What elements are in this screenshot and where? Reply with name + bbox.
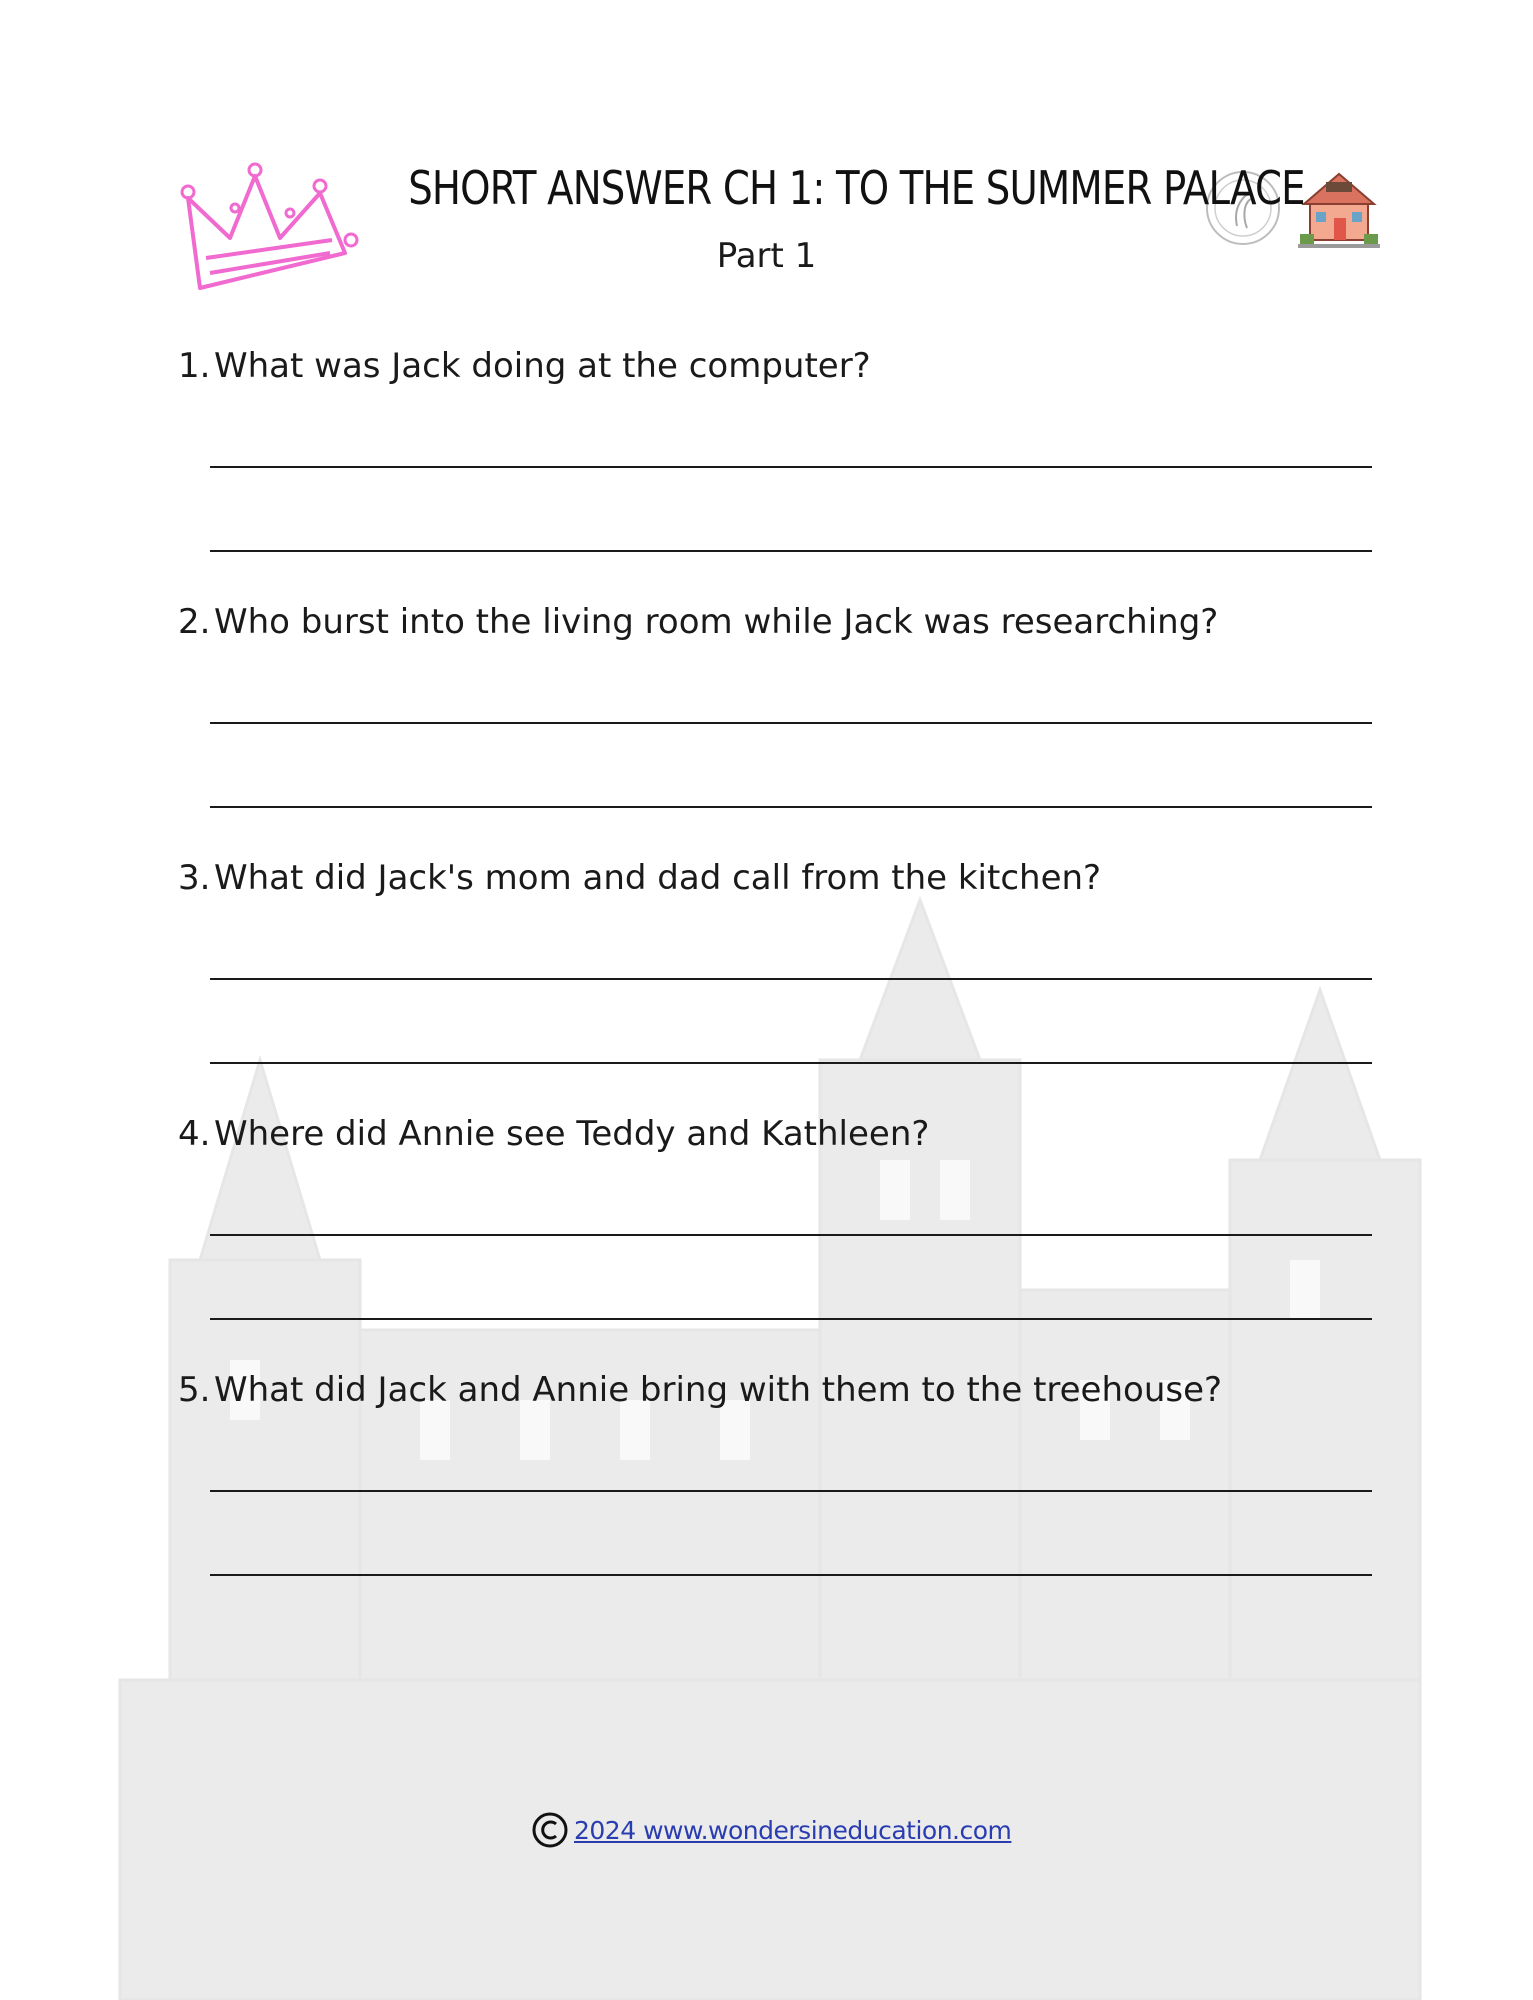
page-subtitle: Part 1 [716, 236, 817, 276]
question-item [178, 1366, 1378, 1414]
question-number: 2. [178, 602, 211, 642]
question-number: 4. [178, 1114, 211, 1154]
answer-line[interactable] [210, 1318, 1372, 1320]
house-icon [1296, 168, 1382, 252]
question-text: What was Jack doing at the computer? [214, 346, 871, 386]
answer-line[interactable] [210, 978, 1372, 980]
answer-line[interactable] [210, 1062, 1372, 1064]
answer-line[interactable] [210, 1574, 1372, 1576]
crown-icon [180, 158, 360, 308]
website-link[interactable]: 2024 www.wondersineducation.com [574, 1815, 1012, 1845]
question-number: 3. [178, 858, 211, 898]
question-text: What did Jack and Annie bring with them to the treehouse? [214, 1370, 1223, 1410]
page-title: SHORT ANSWER CH 1: TO THE SUMMER PALACE [408, 161, 1305, 215]
question-text: Who burst into the living room while Jack was researching? [214, 602, 1219, 642]
answer-line[interactable] [210, 466, 1372, 468]
footer [530, 1808, 1011, 1852]
question-number: 5. [178, 1370, 211, 1410]
question-item [178, 342, 1378, 390]
question-number: 1. [178, 346, 211, 386]
answer-line[interactable] [210, 550, 1372, 552]
answer-line[interactable] [210, 1490, 1372, 1492]
copyright-icon [530, 1810, 570, 1850]
question-text: What did Jack's mom and dad call from the kitchen? [214, 858, 1102, 898]
question-text: Where did Annie see Teddy and Kathleen? [214, 1114, 930, 1154]
answer-line[interactable] [210, 722, 1372, 724]
answer-line[interactable] [210, 1234, 1372, 1236]
question-item [178, 1110, 1378, 1158]
question-item [178, 854, 1378, 902]
question-item [178, 598, 1378, 646]
answer-line[interactable] [210, 806, 1372, 808]
